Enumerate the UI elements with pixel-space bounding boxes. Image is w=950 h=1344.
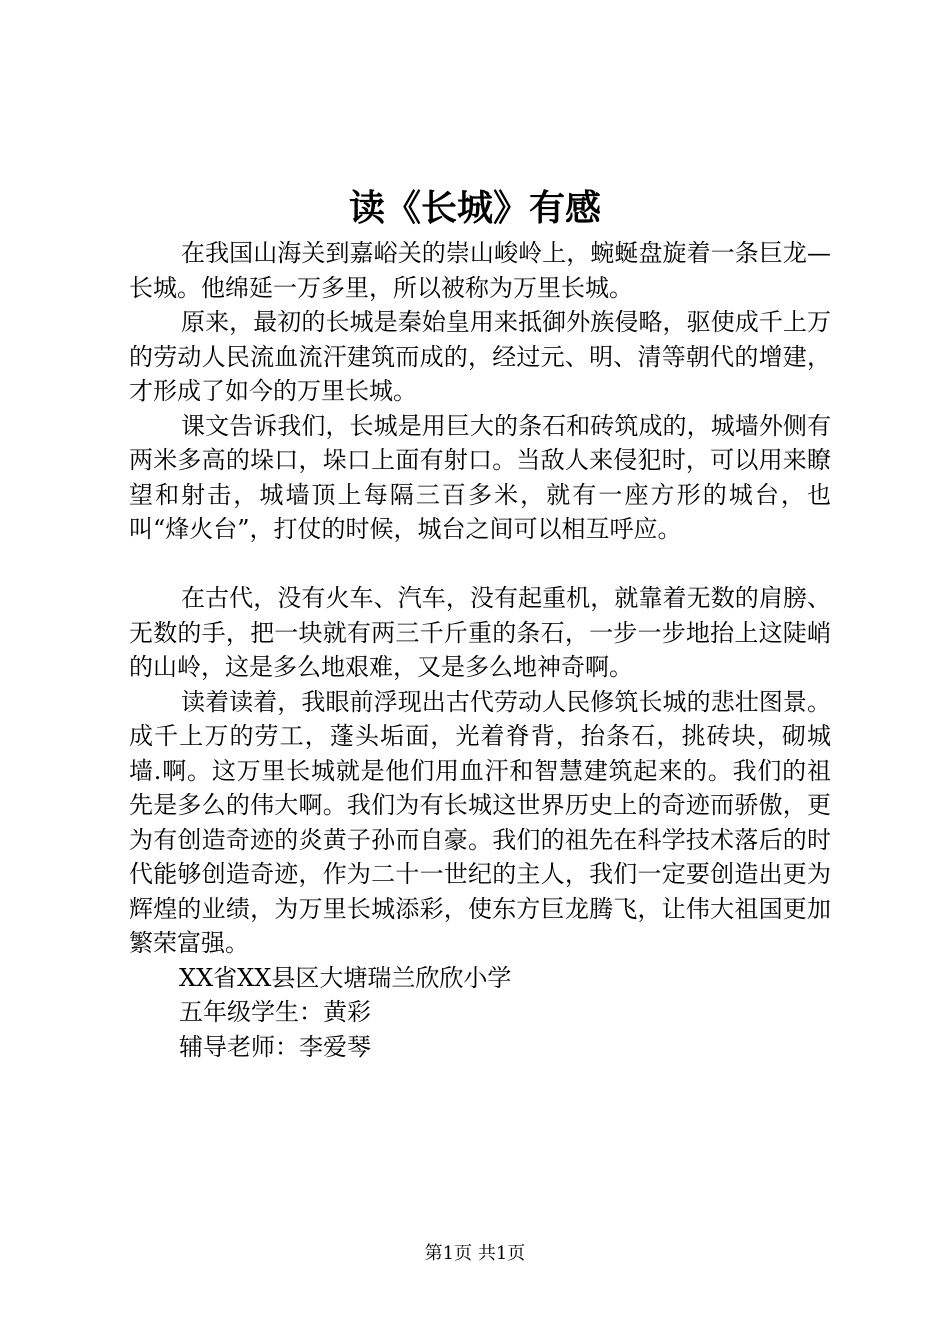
paragraph-gap	[129, 547, 831, 582]
paragraph-4: 在古代，没有火车、汽车，没有起重机，就靠着无数的肩膀、无数的手，把一块就有两三千斤重的条石，一步一步地抬上这陡峭的山岭，这是多么地艰难，又是多么地神奇啊。	[129, 584, 831, 681]
paragraph-1: 在我国山海关到嘉峪关的崇山峻岭上，蜿蜒盘旋着一条巨龙—长城。他绵延一万多里，所以被称为万里长城。	[129, 239, 831, 302]
page-footer: 第1页 共1页	[424, 1243, 526, 1264]
paragraph-3: 课文告诉我们，长城是用巨大的条石和砖筑成的，城墙外侧有两米多高的垛口，垛口上面有射口。当敌人来侵犯时，可以用来瞭望和射击，城墙顶上每隔三百多米，就有一座方形的城台，也叫“烽火台”，打仗的时候，城台之间可以相互呼应。	[129, 411, 831, 543]
paragraph-2: 原来，最初的长城是秦始皇用来抵御外族侵略，驱使成千上万的劳动人民流血流汗建筑而成的，经过元、明、清等朝代的增建，才形成了如今的万里长城。	[129, 308, 831, 405]
school-line: XX省XX县区大塘瑞兰欣欣小学	[179, 963, 512, 992]
student-line: 五年级学生：黄彩	[179, 998, 371, 1026]
paragraph-5: 读着读着，我眼前浮现出古代劳动人民修筑长城的悲壮图景。成千上万的劳工，蓬头垢面，光着脊背，抬条石，挑砖块，砌城墙.啊。这万里长城就是他们用血汗和智慧建筑起来的。我们的祖先是多么的伟大啊。我们为有长城这世界历史上的奇迹而骄傲，更为有创造奇迹的炎黄子孙而自豪。我们的祖先在科学技术落后的时代能够创造奇迹，作为二十一世纪的主人，我们一定要创造出更为辉煌的业绩，为万里长城添彩，使东方巨龙腾飞，让伟大祖国更加繁荣富强。	[129, 687, 831, 957]
document-body	[129, 236, 831, 1064]
document-title: 读《长城》有感	[348, 187, 601, 229]
teacher-line: 辅导老师：李爱琴	[179, 1032, 371, 1061]
